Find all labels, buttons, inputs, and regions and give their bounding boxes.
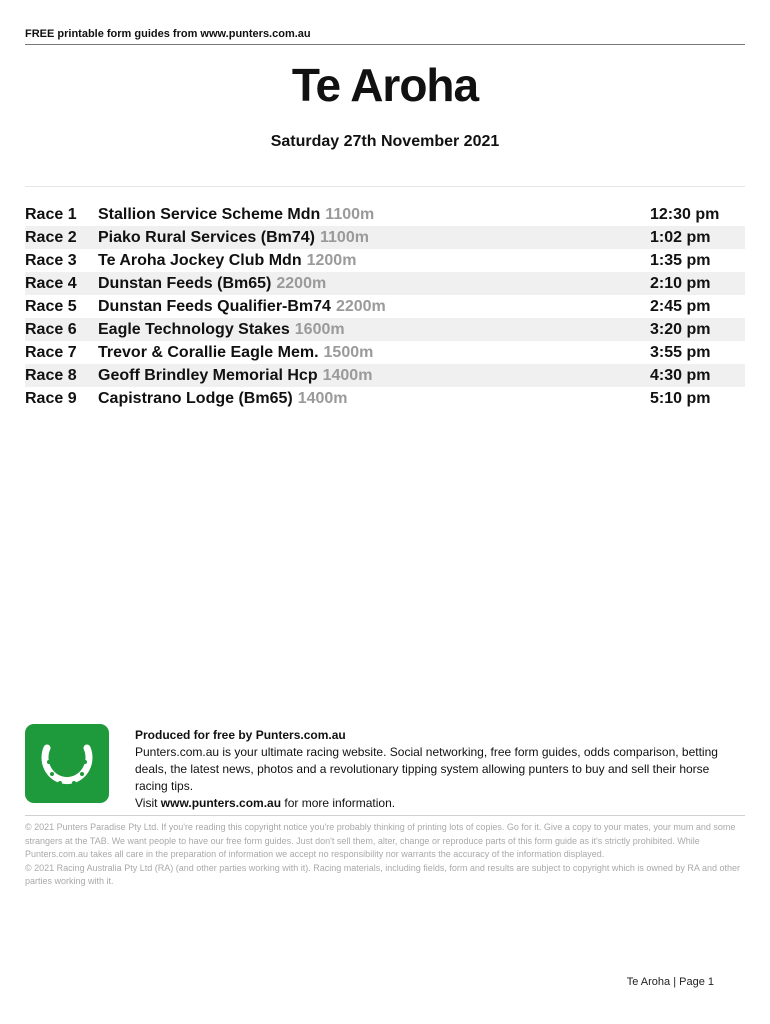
bottom-divider — [25, 815, 745, 816]
race-name — [98, 252, 650, 270]
race-time: 1:35 pm — [650, 251, 711, 269]
race-name — [98, 275, 650, 293]
race-row — [25, 318, 745, 341]
race-name — [98, 390, 650, 408]
race-number: Race 7 — [25, 343, 77, 361]
race-number: Race 4 — [25, 274, 77, 292]
promo-visit-prefix: Visit — [135, 796, 161, 810]
race-row — [25, 226, 745, 249]
race-row — [25, 203, 745, 226]
race-distance: 1600m — [294, 320, 345, 338]
race-row — [25, 387, 745, 410]
race-title: Stallion Service Scheme Mdn — [98, 205, 321, 223]
race-name — [98, 206, 650, 224]
copyright-punters: © 2021 Punters Paradise Pty Ltd. If you're reading this copyright notice you're probably thinking of printing lots of copies. Go for it. Give a copy to your mates, your mum and some strangers at the TAB. We want people to have our free form guides. Just don't sell them, alter, change or reproduce parts of this form guide as it's strictly prohibited. While Punters.com.au takes all care in the preparation of information we accept no responsibility nor warrants the accuracy of the information displayed. — [25, 822, 736, 859]
race-row — [25, 364, 745, 387]
race-row — [25, 295, 745, 318]
race-number: Race 5 — [25, 297, 77, 315]
race-number: Race 9 — [25, 389, 77, 407]
race-time: 1:02 pm — [650, 228, 711, 246]
copyright-racing-australia: © 2021 Racing Australia Pty Ltd (RA) (and other parties working with it). Racing materials, including fields, form and results are subject to copyright which is owned by RA and other parties working with it. — [25, 862, 740, 886]
race-distance: 1400m — [297, 389, 348, 407]
copyright-notice — [25, 821, 745, 889]
race-title: Capistrano Lodge (Bm65) — [98, 389, 293, 407]
race-distance: 2200m — [335, 297, 386, 315]
promo-heading: Produced for free by Punters.com.au — [135, 728, 346, 742]
race-time: 2:10 pm — [650, 274, 711, 292]
race-time: 12:30 pm — [650, 205, 720, 223]
race-row — [25, 272, 745, 295]
race-time: 2:45 pm — [650, 297, 711, 315]
race-title: Geoff Brindley Memorial Hcp — [98, 366, 318, 384]
race-number: Race 1 — [25, 205, 77, 223]
promo-text — [135, 727, 745, 812]
race-name — [98, 298, 650, 316]
race-name — [98, 367, 650, 385]
race-time: 3:55 pm — [650, 343, 711, 361]
race-number: Race 2 — [25, 228, 77, 246]
section-divider — [25, 186, 745, 187]
race-name — [98, 321, 650, 339]
race-number: Race 8 — [25, 366, 77, 384]
race-title: Trevor & Corallie Eagle Mem. — [98, 343, 319, 361]
race-number: Race 6 — [25, 320, 77, 338]
race-title: Piako Rural Services (Bm74) — [98, 228, 315, 246]
race-time: 3:20 pm — [650, 320, 711, 338]
promo-body: Punters.com.au is your ultimate racing website. Social networking, free form guides, odds comparison, betting deals, the latest news, photos and a revolutionary tipping system allowing punters to buy and sell their horse racing tips. — [135, 745, 718, 793]
race-date: Saturday 27th November 2021 — [270, 133, 500, 150]
race-title: Dunstan Feeds (Bm65) — [98, 274, 272, 292]
race-title: Te Aroha Jockey Club Mdn — [98, 251, 302, 269]
race-title: Eagle Technology Stakes — [98, 320, 290, 338]
punters-logo — [25, 724, 109, 803]
promo-visit-suffix: for more information. — [281, 796, 396, 810]
page-footer: Te Aroha | Page 1 — [626, 976, 714, 988]
horseshoe-icon — [25, 724, 109, 803]
race-title: Dunstan Feeds Qualifier-Bm74 — [98, 297, 331, 315]
promo-visit — [135, 795, 745, 812]
race-distance: 1200m — [306, 251, 357, 269]
race-distance: 1400m — [322, 366, 373, 384]
promo-visit-link[interactable]: www.punters.com.au — [160, 796, 282, 810]
race-distance: 1100m — [325, 205, 375, 223]
top-note: FREE printable form guides from www.punters.com.au — [25, 28, 311, 40]
race-time: 4:30 pm — [650, 366, 711, 384]
race-row — [25, 341, 745, 364]
race-list — [25, 203, 745, 410]
race-number: Race 3 — [25, 251, 77, 269]
race-name — [98, 229, 650, 247]
top-divider — [25, 44, 745, 45]
race-time: 5:10 pm — [650, 389, 711, 407]
race-distance: 1100m — [320, 228, 369, 246]
race-name — [98, 344, 650, 362]
race-distance: 2200m — [276, 274, 327, 292]
race-row — [25, 249, 745, 272]
page-title: Te Aroha — [291, 59, 479, 111]
race-distance: 1500m — [323, 343, 374, 361]
